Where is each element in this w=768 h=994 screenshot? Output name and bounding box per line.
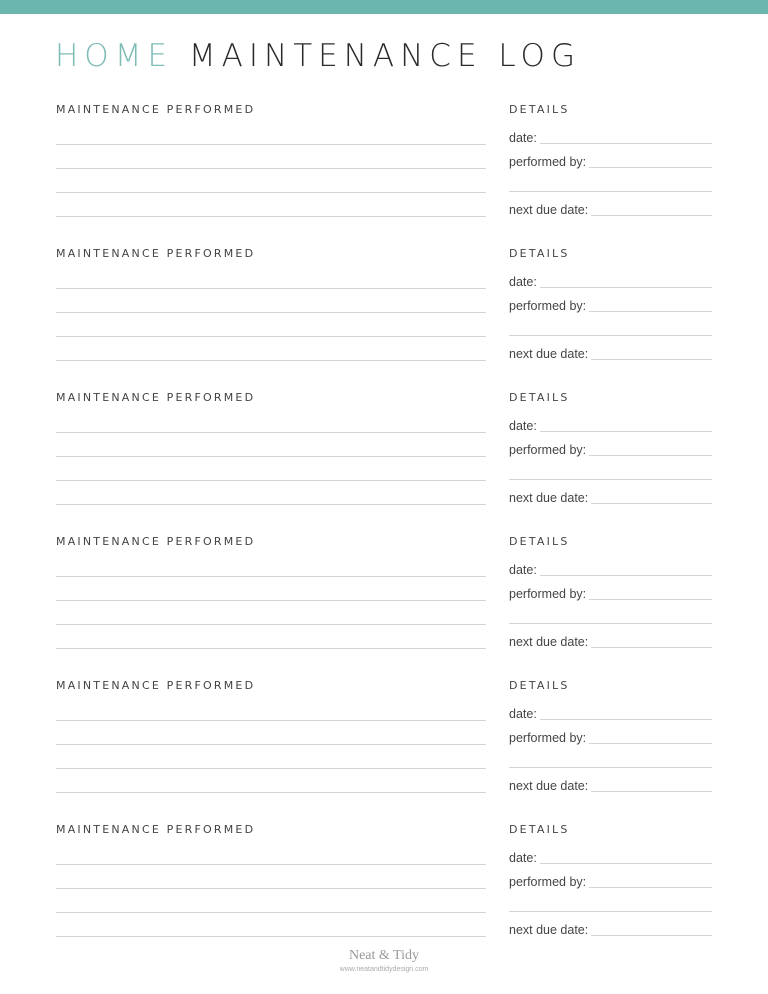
maintenance-writing-line[interactable] bbox=[56, 336, 486, 337]
performed-by-label: performed by: bbox=[509, 875, 587, 889]
top-accent-bar bbox=[0, 0, 768, 14]
details-heading: DETAILS bbox=[509, 103, 570, 116]
maintenance-writing-line[interactable] bbox=[56, 720, 486, 721]
performed-by-extra-field[interactable] bbox=[509, 321, 712, 337]
date-field[interactable] bbox=[509, 849, 712, 865]
date-line[interactable] bbox=[540, 863, 712, 864]
performed-by-field[interactable] bbox=[509, 585, 712, 601]
next-due-date-label: next due date: bbox=[509, 491, 589, 505]
next-due-date-label: next due date: bbox=[509, 923, 589, 937]
next-due-date-line[interactable] bbox=[591, 647, 712, 648]
performed-by-extra-field[interactable] bbox=[509, 897, 712, 913]
date-label: date: bbox=[509, 851, 537, 865]
date-line[interactable] bbox=[540, 287, 712, 288]
date-label: date: bbox=[509, 131, 537, 145]
maintenance-writing-line[interactable] bbox=[56, 504, 486, 505]
next-due-date-line[interactable] bbox=[591, 359, 712, 360]
performed-by-line[interactable] bbox=[589, 887, 712, 888]
performed-by-extra-line[interactable] bbox=[509, 767, 712, 768]
maintenance-writing-line[interactable] bbox=[56, 168, 486, 169]
maintenance-writing-line[interactable] bbox=[56, 312, 486, 313]
next-due-date-field[interactable] bbox=[509, 921, 712, 937]
next-due-date-field[interactable] bbox=[509, 201, 712, 217]
next-due-date-label: next due date: bbox=[509, 347, 589, 361]
performed-by-extra-line[interactable] bbox=[509, 623, 712, 624]
maintenance-writing-line[interactable] bbox=[56, 648, 486, 649]
date-line[interactable] bbox=[540, 719, 712, 720]
details-heading: DETAILS bbox=[509, 535, 570, 548]
date-label: date: bbox=[509, 275, 537, 289]
maintenance-writing-line[interactable] bbox=[56, 768, 486, 769]
date-field[interactable] bbox=[509, 561, 712, 577]
performed-by-label: performed by: bbox=[509, 731, 587, 745]
log-entry-section bbox=[0, 103, 768, 248]
performed-by-line[interactable] bbox=[589, 167, 712, 168]
log-entry-section bbox=[0, 679, 768, 824]
maintenance-performed-heading: MAINTENANCE PERFORMED bbox=[56, 535, 256, 548]
log-entry-section bbox=[0, 391, 768, 536]
next-due-date-line[interactable] bbox=[591, 791, 712, 792]
maintenance-writing-line[interactable] bbox=[56, 864, 486, 865]
next-due-date-line[interactable] bbox=[591, 503, 712, 504]
maintenance-writing-line[interactable] bbox=[56, 600, 486, 601]
maintenance-performed-heading: MAINTENANCE PERFORMED bbox=[56, 823, 256, 836]
maintenance-writing-line[interactable] bbox=[56, 288, 486, 289]
maintenance-writing-line[interactable] bbox=[56, 744, 486, 745]
date-line[interactable] bbox=[540, 431, 712, 432]
date-label: date: bbox=[509, 707, 537, 721]
performed-by-line[interactable] bbox=[589, 311, 712, 312]
date-field[interactable] bbox=[509, 417, 712, 433]
performed-by-field[interactable] bbox=[509, 297, 712, 313]
maintenance-performed-heading: MAINTENANCE PERFORMED bbox=[56, 247, 256, 260]
title-accent: HOME bbox=[55, 38, 174, 74]
page-title bbox=[55, 38, 581, 74]
maintenance-performed-heading: MAINTENANCE PERFORMED bbox=[56, 103, 256, 116]
log-entry-section bbox=[0, 823, 768, 968]
maintenance-writing-line[interactable] bbox=[56, 456, 486, 457]
performed-by-extra-line[interactable] bbox=[509, 479, 712, 480]
details-heading: DETAILS bbox=[509, 823, 570, 836]
performed-by-label: performed by: bbox=[509, 155, 587, 169]
next-due-date-field[interactable] bbox=[509, 345, 712, 361]
details-heading: DETAILS bbox=[509, 247, 570, 260]
performed-by-extra-field[interactable] bbox=[509, 177, 712, 193]
performed-by-extra-field[interactable] bbox=[509, 753, 712, 769]
next-due-date-label: next due date: bbox=[509, 779, 589, 793]
maintenance-writing-line[interactable] bbox=[56, 576, 486, 577]
date-line[interactable] bbox=[540, 143, 712, 144]
maintenance-writing-line[interactable] bbox=[56, 624, 486, 625]
performed-by-field[interactable] bbox=[509, 729, 712, 745]
maintenance-writing-line[interactable] bbox=[56, 144, 486, 145]
footer-brand: Neat & Tidy bbox=[348, 948, 419, 963]
performed-by-field[interactable] bbox=[509, 441, 712, 457]
date-label: date: bbox=[509, 419, 537, 433]
details-heading: DETAILS bbox=[509, 679, 570, 692]
details-heading: DETAILS bbox=[509, 391, 570, 404]
performed-by-line[interactable] bbox=[589, 743, 712, 744]
title-main: MAINTENANCE LOG bbox=[188, 38, 581, 74]
maintenance-writing-line[interactable] bbox=[56, 936, 486, 937]
next-due-date-label: next due date: bbox=[509, 203, 589, 217]
next-due-date-field[interactable] bbox=[509, 777, 712, 793]
next-due-date-field[interactable] bbox=[509, 633, 712, 649]
date-field[interactable] bbox=[509, 705, 712, 721]
performed-by-label: performed by: bbox=[509, 587, 587, 601]
performed-by-extra-line[interactable] bbox=[509, 335, 712, 336]
maintenance-writing-line[interactable] bbox=[56, 792, 486, 793]
next-due-date-line[interactable] bbox=[591, 935, 712, 936]
next-due-date-line[interactable] bbox=[591, 215, 712, 216]
maintenance-writing-line[interactable] bbox=[56, 888, 486, 889]
maintenance-performed-heading: MAINTENANCE PERFORMED bbox=[56, 391, 256, 404]
performed-by-line[interactable] bbox=[589, 599, 712, 600]
next-due-date-field[interactable] bbox=[509, 489, 712, 505]
date-line[interactable] bbox=[540, 575, 712, 576]
performed-by-label: performed by: bbox=[509, 443, 587, 457]
maintenance-writing-line[interactable] bbox=[56, 912, 486, 913]
maintenance-writing-line[interactable] bbox=[56, 192, 486, 193]
log-entry-section bbox=[0, 247, 768, 392]
maintenance-writing-line[interactable] bbox=[56, 480, 486, 481]
performed-by-extra-field[interactable] bbox=[509, 609, 712, 625]
performed-by-extra-line[interactable] bbox=[509, 191, 712, 192]
footer-url: www.neatandtidydesign.com bbox=[339, 966, 429, 973]
performed-by-extra-field[interactable] bbox=[509, 465, 712, 481]
maintenance-writing-line[interactable] bbox=[56, 432, 486, 433]
performed-by-line[interactable] bbox=[589, 455, 712, 456]
performed-by-field[interactable] bbox=[509, 153, 712, 169]
date-field[interactable] bbox=[509, 129, 712, 145]
date-field[interactable] bbox=[509, 273, 712, 289]
performed-by-extra-line[interactable] bbox=[509, 911, 712, 912]
date-label: date: bbox=[509, 563, 537, 577]
performed-by-label: performed by: bbox=[509, 299, 587, 313]
maintenance-performed-heading: MAINTENANCE PERFORMED bbox=[56, 679, 256, 692]
log-entry-section bbox=[0, 535, 768, 680]
performed-by-field[interactable] bbox=[509, 873, 712, 889]
next-due-date-label: next due date: bbox=[509, 635, 589, 649]
maintenance-writing-line[interactable] bbox=[56, 216, 486, 217]
maintenance-writing-line[interactable] bbox=[56, 360, 486, 361]
